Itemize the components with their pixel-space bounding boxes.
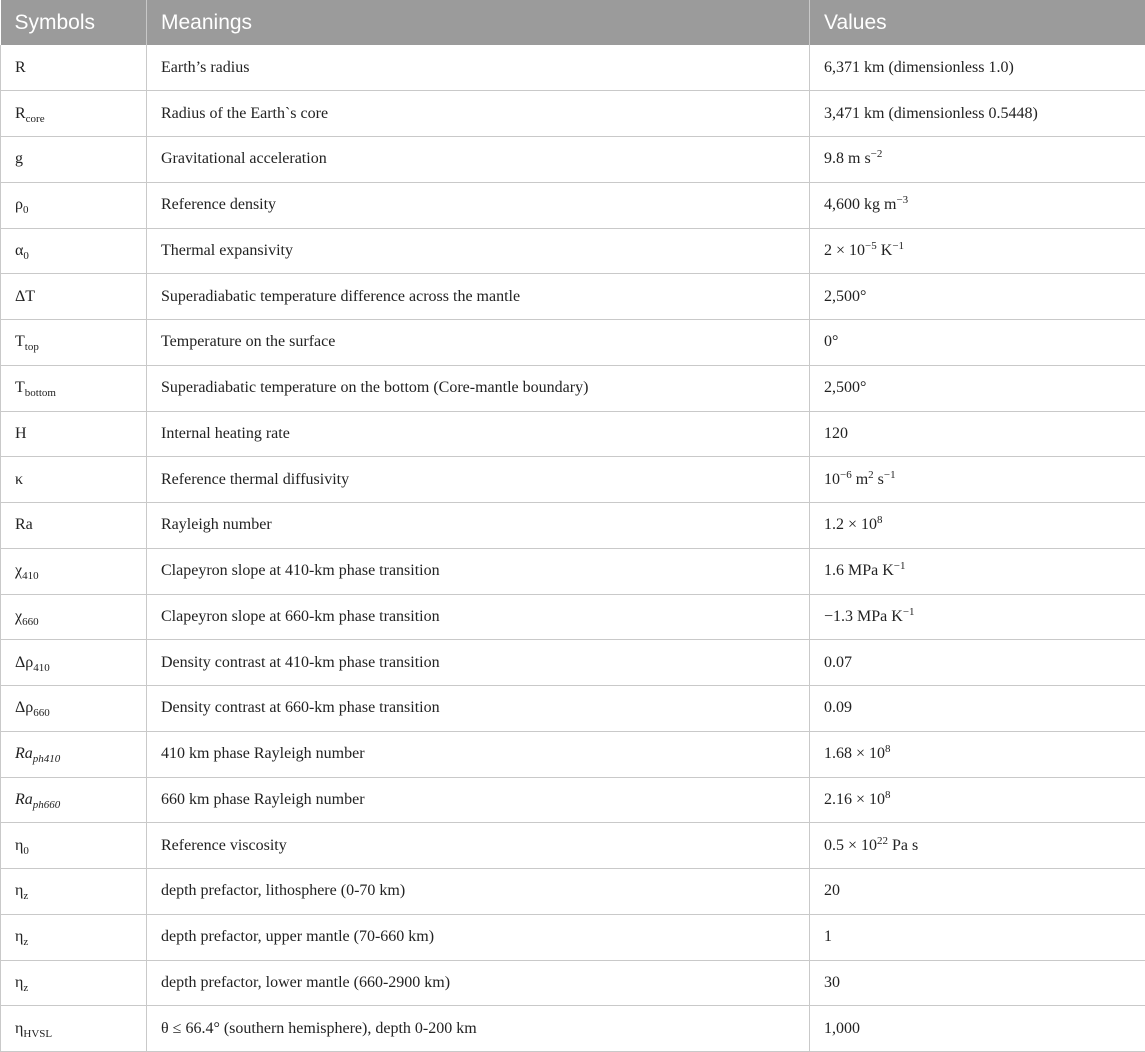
value-text: m xyxy=(852,471,868,488)
value-superscript: −3 xyxy=(896,194,908,206)
symbol-cell xyxy=(1,640,147,686)
value-superscript: 2 xyxy=(868,469,874,481)
value-superscript: −5 xyxy=(865,240,877,252)
symbol-text: χ xyxy=(15,608,22,625)
symbol-cell xyxy=(1,228,147,274)
symbol-cell xyxy=(1,823,147,869)
symbol-text: T xyxy=(15,379,25,396)
symbol-subscript: 660 xyxy=(33,707,50,719)
symbol-cell xyxy=(1,548,147,594)
value-cell xyxy=(810,594,1145,640)
symbol-text: R xyxy=(15,105,26,122)
symbol-cell xyxy=(1,45,147,91)
value-superscript: −1 xyxy=(903,606,915,618)
meaning-cell: depth prefactor, lower mantle (660-2900 km) xyxy=(147,960,810,1006)
table-row xyxy=(1,640,1145,686)
symbol-text: g xyxy=(15,150,23,167)
symbol-subscript: 410 xyxy=(22,570,39,582)
symbol-cell xyxy=(1,914,147,960)
table-row xyxy=(1,457,1145,503)
header-meanings: Meanings xyxy=(147,0,810,45)
value-text: 120 xyxy=(824,425,848,442)
symbol-text: T xyxy=(15,333,25,350)
header-values: Values xyxy=(810,0,1145,45)
meaning-cell: Reference density xyxy=(147,182,810,228)
value-text: K xyxy=(877,242,893,259)
value-text: 9.8 m s xyxy=(824,150,871,167)
meaning-cell: Internal heating rate xyxy=(147,411,810,457)
value-text: 2.16 × 10 xyxy=(824,791,885,808)
symbol-subscript: top xyxy=(25,341,39,353)
value-text: 0.09 xyxy=(824,699,852,716)
meaning-cell: Clapeyron slope at 410-km phase transition xyxy=(147,548,810,594)
table-row xyxy=(1,45,1145,91)
value-text: 2,500° xyxy=(824,288,866,305)
symbol-text: ΔT xyxy=(15,288,35,305)
meaning-cell: Gravitational acceleration xyxy=(147,137,810,183)
table-row xyxy=(1,914,1145,960)
meaning-cell: Rayleigh number xyxy=(147,503,810,549)
symbol-cell xyxy=(1,777,147,823)
table-row xyxy=(1,274,1145,320)
value-text: 20 xyxy=(824,882,840,899)
symbol-cell xyxy=(1,869,147,915)
value-text: 4,600 kg m xyxy=(824,196,896,213)
value-text: s xyxy=(874,471,884,488)
symbol-cell xyxy=(1,457,147,503)
symbol-cell xyxy=(1,686,147,732)
meaning-cell: depth prefactor, upper mantle (70-660 km) xyxy=(147,914,810,960)
symbol-text: Ra xyxy=(15,516,33,533)
table-row xyxy=(1,137,1145,183)
table-row xyxy=(1,823,1145,869)
meaning-cell: Density contrast at 410-km phase transition xyxy=(147,640,810,686)
value-text: 0.5 × 10 xyxy=(824,837,877,854)
symbol-subscript: 0 xyxy=(23,204,29,216)
meaning-cell: depth prefactor, lithosphere (0-70 km) xyxy=(147,869,810,915)
value-cell xyxy=(810,777,1145,823)
value-superscript: −6 xyxy=(840,469,852,481)
symbol-subscript: ph410 xyxy=(33,753,61,765)
symbol-text: η xyxy=(15,882,23,899)
symbol-text: Δρ xyxy=(15,699,33,716)
symbol-subscript: z xyxy=(23,936,28,948)
value-text: Pa s xyxy=(888,837,918,854)
value-superscript: −1 xyxy=(894,560,906,572)
table-row xyxy=(1,182,1145,228)
symbol-cell xyxy=(1,411,147,457)
value-cell xyxy=(810,686,1145,732)
table-row xyxy=(1,320,1145,366)
table-header-row xyxy=(1,0,1145,45)
value-superscript: −1 xyxy=(884,469,896,481)
value-cell xyxy=(810,137,1145,183)
table-row xyxy=(1,1006,1145,1052)
symbol-cell xyxy=(1,182,147,228)
value-text: 10 xyxy=(824,471,840,488)
table-row xyxy=(1,731,1145,777)
symbol-subscript: 660 xyxy=(22,616,39,628)
table-row xyxy=(1,960,1145,1006)
value-text: 1 xyxy=(824,928,832,945)
symbol-subscript: 410 xyxy=(33,662,50,674)
value-cell xyxy=(810,869,1145,915)
symbol-cell xyxy=(1,320,147,366)
symbol-cell xyxy=(1,1006,147,1052)
table-row xyxy=(1,594,1145,640)
symbol-text: η xyxy=(15,837,23,854)
meaning-cell: Earth’s radius xyxy=(147,45,810,91)
symbol-text: κ xyxy=(15,471,23,488)
value-cell xyxy=(810,45,1145,91)
symbol-text: H xyxy=(15,425,27,442)
symbol-text: Ra xyxy=(15,745,33,762)
meaning-cell: Reference thermal diffusivity xyxy=(147,457,810,503)
meaning-cell: Radius of the Earth`s core xyxy=(147,91,810,137)
value-cell xyxy=(810,320,1145,366)
value-superscript: 8 xyxy=(885,789,891,801)
value-text: 1.6 MPa K xyxy=(824,562,894,579)
symbol-cell xyxy=(1,137,147,183)
symbol-cell xyxy=(1,731,147,777)
symbol-subscript: z xyxy=(23,890,28,902)
table-row xyxy=(1,411,1145,457)
symbol-subscript: z xyxy=(23,982,28,994)
value-cell xyxy=(810,548,1145,594)
value-cell xyxy=(810,182,1145,228)
symbol-cell xyxy=(1,960,147,1006)
value-cell xyxy=(810,411,1145,457)
symbol-cell xyxy=(1,365,147,411)
value-cell xyxy=(810,503,1145,549)
value-text: 2 × 10 xyxy=(824,242,865,259)
table-row xyxy=(1,91,1145,137)
value-cell xyxy=(810,228,1145,274)
symbol-text: η xyxy=(15,928,23,945)
symbol-text: χ xyxy=(15,562,22,579)
header-symbols: Symbols xyxy=(1,0,147,45)
meaning-cell: θ ≤ 66.4° (southern hemisphere), depth 0-200 km xyxy=(147,1006,810,1052)
symbol-text: η xyxy=(15,1020,23,1037)
symbol-text: α xyxy=(15,242,23,259)
table-row xyxy=(1,777,1145,823)
meaning-cell: Superadiabatic temperature on the bottom (Core-mantle boundary) xyxy=(147,365,810,411)
symbol-text: R xyxy=(15,59,26,76)
meaning-cell: Clapeyron slope at 660-km phase transition xyxy=(147,594,810,640)
meaning-cell: Thermal expansivity xyxy=(147,228,810,274)
symbol-subscript: ph660 xyxy=(33,799,61,811)
symbol-cell xyxy=(1,594,147,640)
value-text: 30 xyxy=(824,974,840,991)
value-cell xyxy=(810,960,1145,1006)
symbol-text: Δρ xyxy=(15,654,33,671)
meaning-cell: 410 km phase Rayleigh number xyxy=(147,731,810,777)
value-cell xyxy=(810,365,1145,411)
meaning-cell: Reference viscosity xyxy=(147,823,810,869)
value-cell xyxy=(810,731,1145,777)
value-superscript: −2 xyxy=(871,148,883,160)
table-row xyxy=(1,503,1145,549)
table-row xyxy=(1,869,1145,915)
value-text: 6,371 km (dimensionless 1.0) xyxy=(824,59,1014,76)
meaning-cell: 660 km phase Rayleigh number xyxy=(147,777,810,823)
value-cell xyxy=(810,91,1145,137)
value-text: 1.68 × 10 xyxy=(824,745,885,762)
symbol-text: Ra xyxy=(15,791,33,808)
value-text: 0° xyxy=(824,333,838,350)
value-cell xyxy=(810,640,1145,686)
table-row xyxy=(1,228,1145,274)
table-row xyxy=(1,548,1145,594)
table-row xyxy=(1,365,1145,411)
value-superscript: 22 xyxy=(877,835,888,847)
value-text: 3,471 km (dimensionless 0.5448) xyxy=(824,105,1038,122)
value-cell xyxy=(810,914,1145,960)
symbol-subscript: HVSL xyxy=(23,1028,52,1040)
symbol-cell xyxy=(1,274,147,320)
value-superscript: −1 xyxy=(892,240,904,252)
value-superscript: 8 xyxy=(877,514,883,526)
symbol-subscript: bottom xyxy=(25,387,56,399)
symbol-subscript: core xyxy=(26,113,45,125)
value-cell xyxy=(810,457,1145,503)
value-text: −1.3 MPa K xyxy=(824,608,903,625)
meaning-cell: Density contrast at 660-km phase transition xyxy=(147,686,810,732)
value-text: 0.07 xyxy=(824,654,852,671)
value-cell xyxy=(810,823,1145,869)
value-cell xyxy=(810,274,1145,320)
value-text: 1,000 xyxy=(824,1020,860,1037)
symbol-subscript: 0 xyxy=(23,250,29,262)
value-cell xyxy=(810,1006,1145,1052)
value-text: 1.2 × 10 xyxy=(824,516,877,533)
meaning-cell: Superadiabatic temperature difference across the mantle xyxy=(147,274,810,320)
symbol-subscript: 0 xyxy=(23,845,29,857)
value-text: 2,500° xyxy=(824,379,866,396)
symbol-text: η xyxy=(15,974,23,991)
meaning-cell: Temperature on the surface xyxy=(147,320,810,366)
symbol-cell xyxy=(1,91,147,137)
table-row xyxy=(1,686,1145,732)
symbol-cell xyxy=(1,503,147,549)
value-superscript: 8 xyxy=(885,743,891,755)
symbol-text: ρ xyxy=(15,196,23,213)
